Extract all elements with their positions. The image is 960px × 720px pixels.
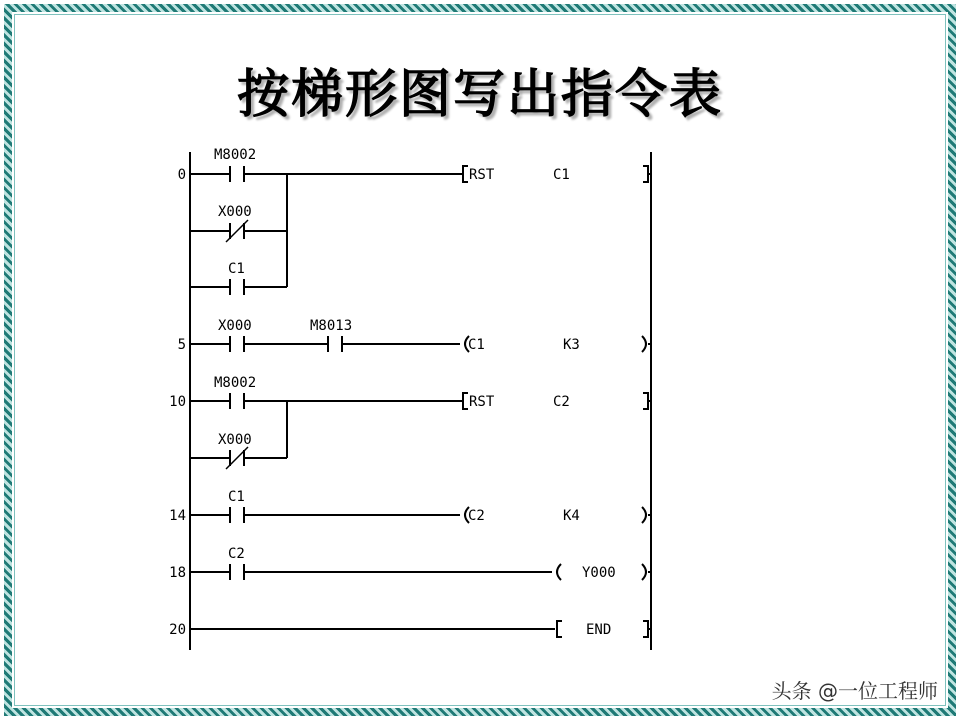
instruction-arg: K4: [563, 508, 580, 524]
contact-label: X000: [218, 318, 252, 334]
instruction-arg: C1: [553, 167, 570, 183]
contact-label: M8002: [214, 147, 257, 163]
contact-x000-nc: [226, 220, 248, 242]
contact-c1-no-rung14: [230, 507, 244, 523]
contact-label: C1: [228, 261, 245, 277]
watermark: 头条 @一位工程师: [771, 679, 938, 703]
contact-label: X000: [218, 432, 252, 448]
contact-x000-nc-rung10: [226, 447, 248, 469]
contact-m8002-no: [230, 166, 244, 182]
step-number: 20: [169, 622, 186, 638]
contact-label: C2: [228, 546, 245, 562]
contact-label: C1: [228, 489, 245, 505]
step-number: 5: [177, 337, 186, 353]
contact-label: X000: [218, 204, 252, 220]
contact-c1-no: [230, 279, 244, 295]
instruction-op: RST: [469, 394, 495, 410]
instruction-arg: Y000: [582, 565, 616, 581]
contact-x000-no-rung5: [230, 336, 244, 352]
instruction-arg: C2: [553, 394, 570, 410]
instruction-op: C1: [468, 337, 485, 353]
slide-title: 按梯形图写出指令表: [236, 64, 723, 125]
step-number: 0: [177, 167, 186, 183]
contact-c2-no: [230, 564, 244, 580]
instruction-op: RST: [469, 167, 495, 183]
step-number: 14: [169, 508, 186, 524]
coil-c2-brackets: [465, 507, 651, 523]
instruction-arg: END: [586, 622, 612, 638]
step-number: 10: [169, 394, 186, 410]
rung-10-wiring: [190, 401, 462, 458]
contact-m8013-no: [328, 336, 342, 352]
contact-m8002-no-rung10: [230, 393, 244, 409]
instruction-op: C2: [468, 508, 485, 524]
contact-label: M8013: [310, 318, 353, 334]
step-number: 18: [169, 565, 186, 581]
instruction-arg: K3: [563, 337, 580, 353]
contact-label: M8002: [214, 375, 257, 391]
coil-c1-brackets: [465, 336, 651, 352]
